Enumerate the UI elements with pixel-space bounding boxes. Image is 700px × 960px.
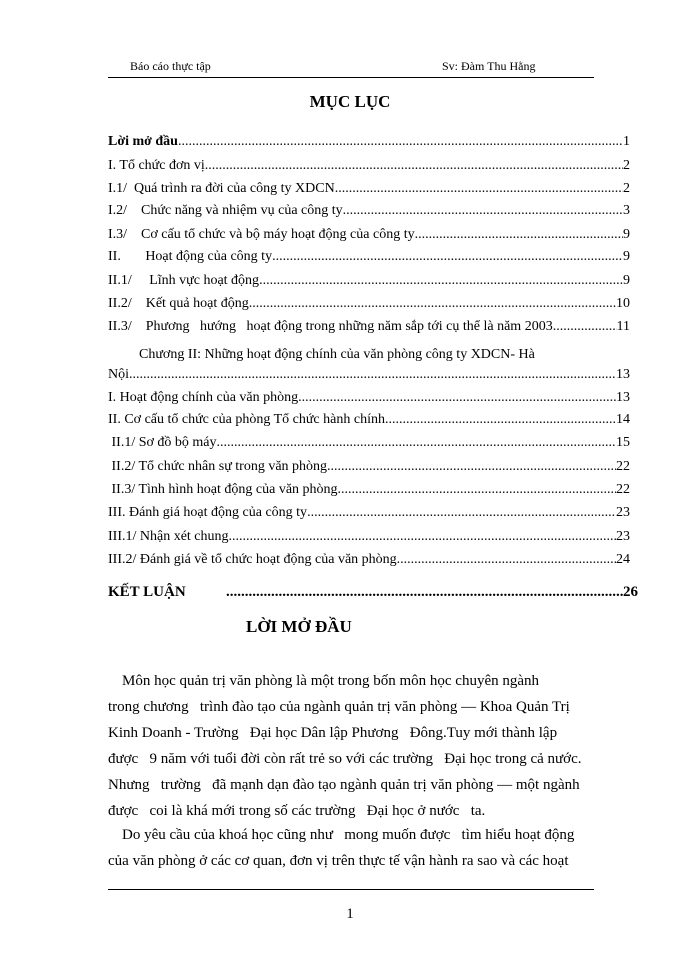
toc-entry [108,529,630,549]
toc-entry-page: 2 [623,181,630,196]
paragraph-line: Môn học quản trị văn phòng là một trong bốn môn học chuyên ngành [122,673,540,689]
toc-entry-page: 23 [616,529,630,544]
page-number: 1 [346,906,354,922]
toc-title: MỤC LỤC [309,92,391,111]
toc-entry-page: 14 [616,412,630,427]
toc-entry-page: 10 [616,296,630,311]
footer-rule [108,889,594,890]
toc-leader-dots [272,249,623,265]
intro-paragraph-2 [108,822,630,874]
toc-entry-label: I. Hoạt động chính của văn phòng [108,390,299,405]
toc-entry-page: 13 [616,367,630,382]
toc-entry-label: II.1/ Sơ đồ bộ máy [108,435,217,450]
paragraph-line: Do yêu cầu của khoá học cũng như mong muốn được tìm hiểu hoạt động [122,827,575,843]
header-student-name: Sv: Đàm Thu Hằng [442,59,536,73]
toc-leader-dots [338,482,616,498]
toc-entry [108,412,630,432]
toc-entry-label: II.3/ Phương hướng hoạt động trong những năm sắp tới cụ thể là năm 2003 [108,319,553,334]
toc-leader-dots [385,412,616,428]
toc-entry [108,552,630,572]
toc-entry [108,296,630,316]
toc-entry [108,505,630,525]
toc-chapter-line: Chương II: Những hoạt động chính của văn phòng công ty XDCN- Hà [139,347,535,362]
toc-entry-label: II.2/ Tổ chức nhân sự trong văn phòng [108,459,328,474]
toc-leader-dots [335,181,623,197]
toc-leader-dots [327,459,616,475]
paragraph-line: trong chương trình đào tạo của ngành quản trị văn phòng — Khoa Quản Trị [108,699,570,715]
toc-entry-page: 22 [616,482,630,497]
toc-entry-label: II.3/ Tình hình hoạt động của văn phòng [108,482,338,497]
section-title: LỜI MỞ ĐẦU [246,617,352,636]
toc-entry-label: Lời mở đầu [108,134,178,149]
toc-entry-label: III.2/ Đánh giá về tổ chức hoạt động của văn phòng [108,552,397,567]
toc-entry-page: 9 [623,227,630,242]
toc-entry-page: 13 [616,390,630,405]
toc-entry [108,390,630,410]
toc-leader-dots [259,273,623,289]
toc-entry-page: 2 [623,158,630,173]
toc-entry-page: 22 [616,459,630,474]
toc-entry [108,249,630,269]
toc-leader-dots [229,529,616,545]
toc-entry-label: II.1/ Lĩnh vực hoạt động [108,273,260,288]
toc-entry [108,203,630,223]
toc-leader-dots [205,158,623,174]
toc-entry-label: I. Tổ chức đơn vị [108,158,205,173]
toc-entry-page: 15 [616,435,630,450]
toc-entry-page: 11 [616,319,630,334]
toc-leader-dots [298,390,616,406]
toc-entry-label: II. Cơ cấu tổ chức của phòng Tổ chức hành chính [108,412,385,427]
toc-leader-dots [415,227,623,243]
toc-entry [108,273,630,293]
page-header [108,57,594,78]
toc-entry-page: 3 [623,203,630,218]
toc-entry-page: 24 [616,552,630,567]
toc-leader-dots [129,367,616,383]
toc-leader-dots [553,319,617,335]
toc-leader-dots [217,435,616,451]
toc-entry [108,367,630,387]
toc-entry [108,482,630,502]
toc-leader-dots [226,584,623,601]
toc-entry-page: 23 [616,505,630,520]
toc-entry-label: Nội [108,367,129,382]
paragraph-line: Kinh Doanh - Trường Đại học Dân lập Phương Đông.Tuy mới thành lập [108,725,558,741]
paragraph-line: được 9 năm với tuổi đời còn rất trẻ so với các trường Đại học trong cả nước. [108,751,582,767]
toc-leader-dots [343,203,623,219]
toc-conclusion-label: KẾT LUẬN [108,584,186,600]
toc-leader-dots [307,505,616,521]
toc-entry [108,227,630,247]
toc-entry-page: 9 [623,249,630,264]
toc-entry-label: II.2/ Kết quả hoạt động [108,296,249,311]
toc-entry [108,134,630,154]
paragraph-line: Nhưng trường đã mạnh dạn đào tạo ngành quản trị văn phòng — một ngành [108,777,580,793]
toc-conclusion-row [108,584,638,606]
toc-entry-page: 9 [623,273,630,288]
toc-entry [108,158,630,178]
paragraph-line: của văn phòng ở các cơ quan, đơn vị trên thực tế vận hành ra sao và các hoạt [108,853,569,869]
toc-entry-label: II. Hoạt động của công ty [108,249,273,264]
toc-entry-label: I.3/ Cơ cấu tổ chức và bộ máy hoạt động của công ty [108,227,415,242]
toc-entry-label: III. Đánh giá hoạt động của công ty [108,505,308,520]
toc-entry [108,181,630,201]
toc-entry [108,435,630,455]
paragraph-line: được coi là khá mới trong số các trường Đại học ở nước ta. [108,803,486,819]
toc-entry [108,459,630,479]
header-report-title: Báo cáo thực tập [130,59,211,73]
toc-leader-dots [249,296,616,312]
toc-entry-label: III.1/ Nhận xét chung [108,529,229,544]
toc-entry-page: 1 [623,134,630,149]
toc-entry [108,319,630,339]
intro-paragraph-1 [108,668,630,824]
toc-leader-dots [178,134,623,150]
toc-conclusion-page: 26 [623,584,638,600]
toc-leader-dots [397,552,616,568]
toc-entry-label: I.1/ Quá trình ra đời của công ty XDCN [108,181,335,196]
toc-entry-label: I.2/ Chức năng và nhiệm vụ của công ty [108,203,343,218]
